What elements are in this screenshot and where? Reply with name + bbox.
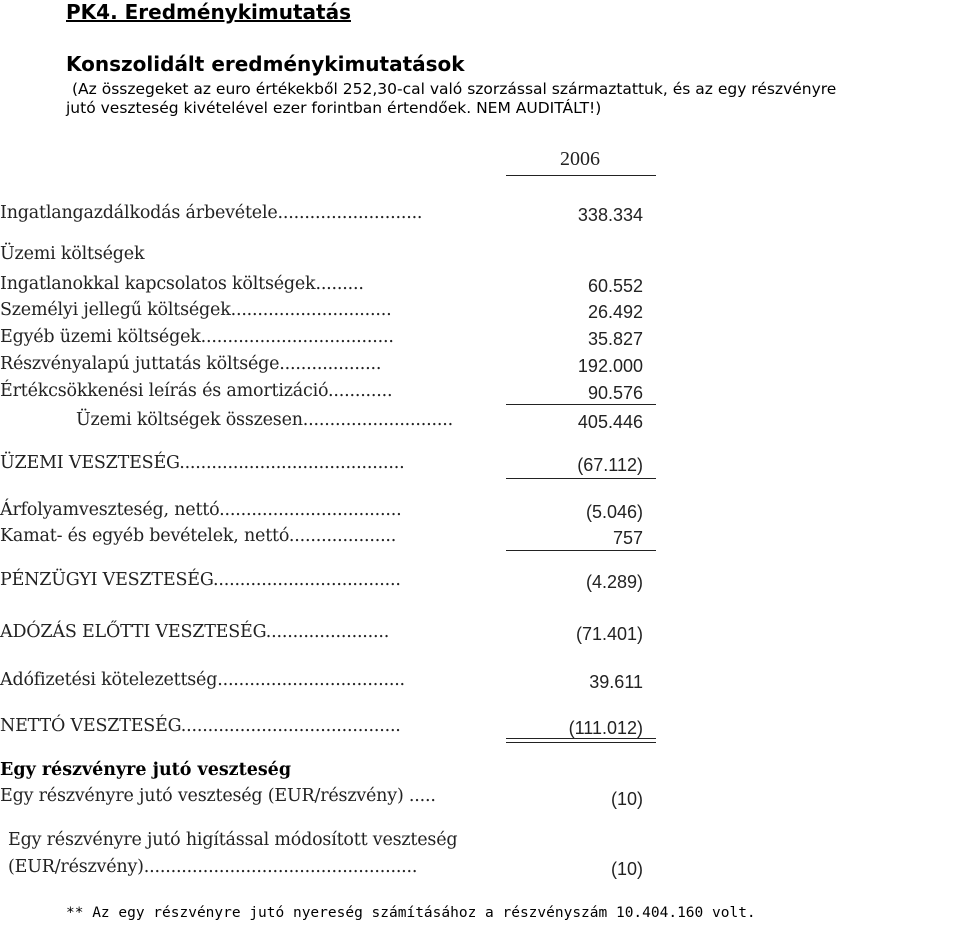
row-value-diluted-eps: (10) <box>610 859 643 879</box>
row-label-eps: Egy részvényre jutó veszteség (EUR/részvény) ..... <box>0 786 436 806</box>
row-value-pretax-loss: (71.401) <box>575 624 643 644</box>
row-value-financial-loss: (4.289) <box>585 572 643 592</box>
year-underline <box>506 175 656 176</box>
row-label-financial-loss: PÉNZÜGYI VESZTESÉG................................... <box>0 570 401 590</box>
net-loss-rule-2 <box>506 742 656 743</box>
diluted-eps-label-1: Egy részvényre jutó higítással módosított veszteség <box>8 830 458 850</box>
row-value-personnel: 26.492 <box>587 302 643 322</box>
section-title: PK4. Eredménykimutatás <box>66 0 351 24</box>
row-label-opex-total: Üzemi költségek összesen............................ <box>76 410 453 430</box>
row-label-operating-loss: ÜZEMI VESZTESÉG.......................................... <box>0 453 405 473</box>
row-label-revenue: Ingatlangazdálkodás árbevétele........................... <box>0 203 423 223</box>
row-value-fx-loss: (5.046) <box>585 502 643 522</box>
note-line-2: jutó veszteség kivételével ezer forintban értendőek. NEM AUDITÁLT!) <box>66 99 602 117</box>
footnote: ** Az egy részvényre jutó nyereség számításához a részvényszám 10.404.160 volt. <box>66 905 756 921</box>
row-value-operating-loss: (67.112) <box>577 455 643 475</box>
row-label-personnel: Személyi jellegű költségek.............................. <box>0 300 392 320</box>
row-label-interest: Kamat- és egyéb bevételek, nettó.................... <box>0 526 397 546</box>
row-value-share-based: 192.000 <box>577 356 643 376</box>
row-label-depreciation: Értékcsökkenési leírás és amortizáció............ <box>0 381 393 401</box>
row-value-opex-total: 405.446 <box>577 412 643 432</box>
row-value-tax: 39.611 <box>589 672 643 692</box>
net-loss-rule-1 <box>506 738 656 739</box>
row-value-revenue: 338.334 <box>577 205 643 225</box>
row-value-eps: (10) <box>610 789 643 809</box>
financial-rule <box>506 550 656 551</box>
row-label-diluted-eps: (EUR/részvény)................................................... <box>8 857 418 877</box>
row-value-depreciation: 90.576 <box>587 383 643 403</box>
page-title: Konszolidált eredménykimutatások <box>66 52 465 76</box>
note-line-1: (Az összegeket az euro értékekből 252,30-cal való szorzással származtattuk, és az egy részvényre <box>72 80 837 98</box>
row-value-interest: 757 <box>612 528 643 548</box>
subtotal-rule <box>506 404 656 405</box>
row-label-other-opex: Egyéb üzemi költségek.................................... <box>0 327 394 347</box>
opex-header: Üzemi költségek <box>0 244 145 264</box>
row-value-net-loss: (111.012) <box>568 718 643 738</box>
row-label-fx-loss: Árfolyamveszteség, nettó.................................. <box>0 500 402 520</box>
row-label-share-based: Részvényalapú juttatás költsége................... <box>0 354 382 374</box>
row-value-other-opex: 35.827 <box>587 329 643 349</box>
row-label-property-costs: Ingatlanokkal kapcsolatos költségek......... <box>0 274 364 294</box>
year-header: 2006 <box>560 148 600 170</box>
row-label-net-loss: NETTÓ VESZTESÉG......................................... <box>0 716 401 736</box>
row-value-property-costs: 60.552 <box>587 276 643 296</box>
operating-loss-rule <box>506 478 656 479</box>
eps-header: Egy részvényre jutó veszteség <box>0 760 292 780</box>
row-label-pretax-loss: ADÓZÁS ELŐTTI VESZTESÉG....................... <box>0 622 390 642</box>
row-label-tax: Adófizetési kötelezettség................................... <box>0 670 405 690</box>
